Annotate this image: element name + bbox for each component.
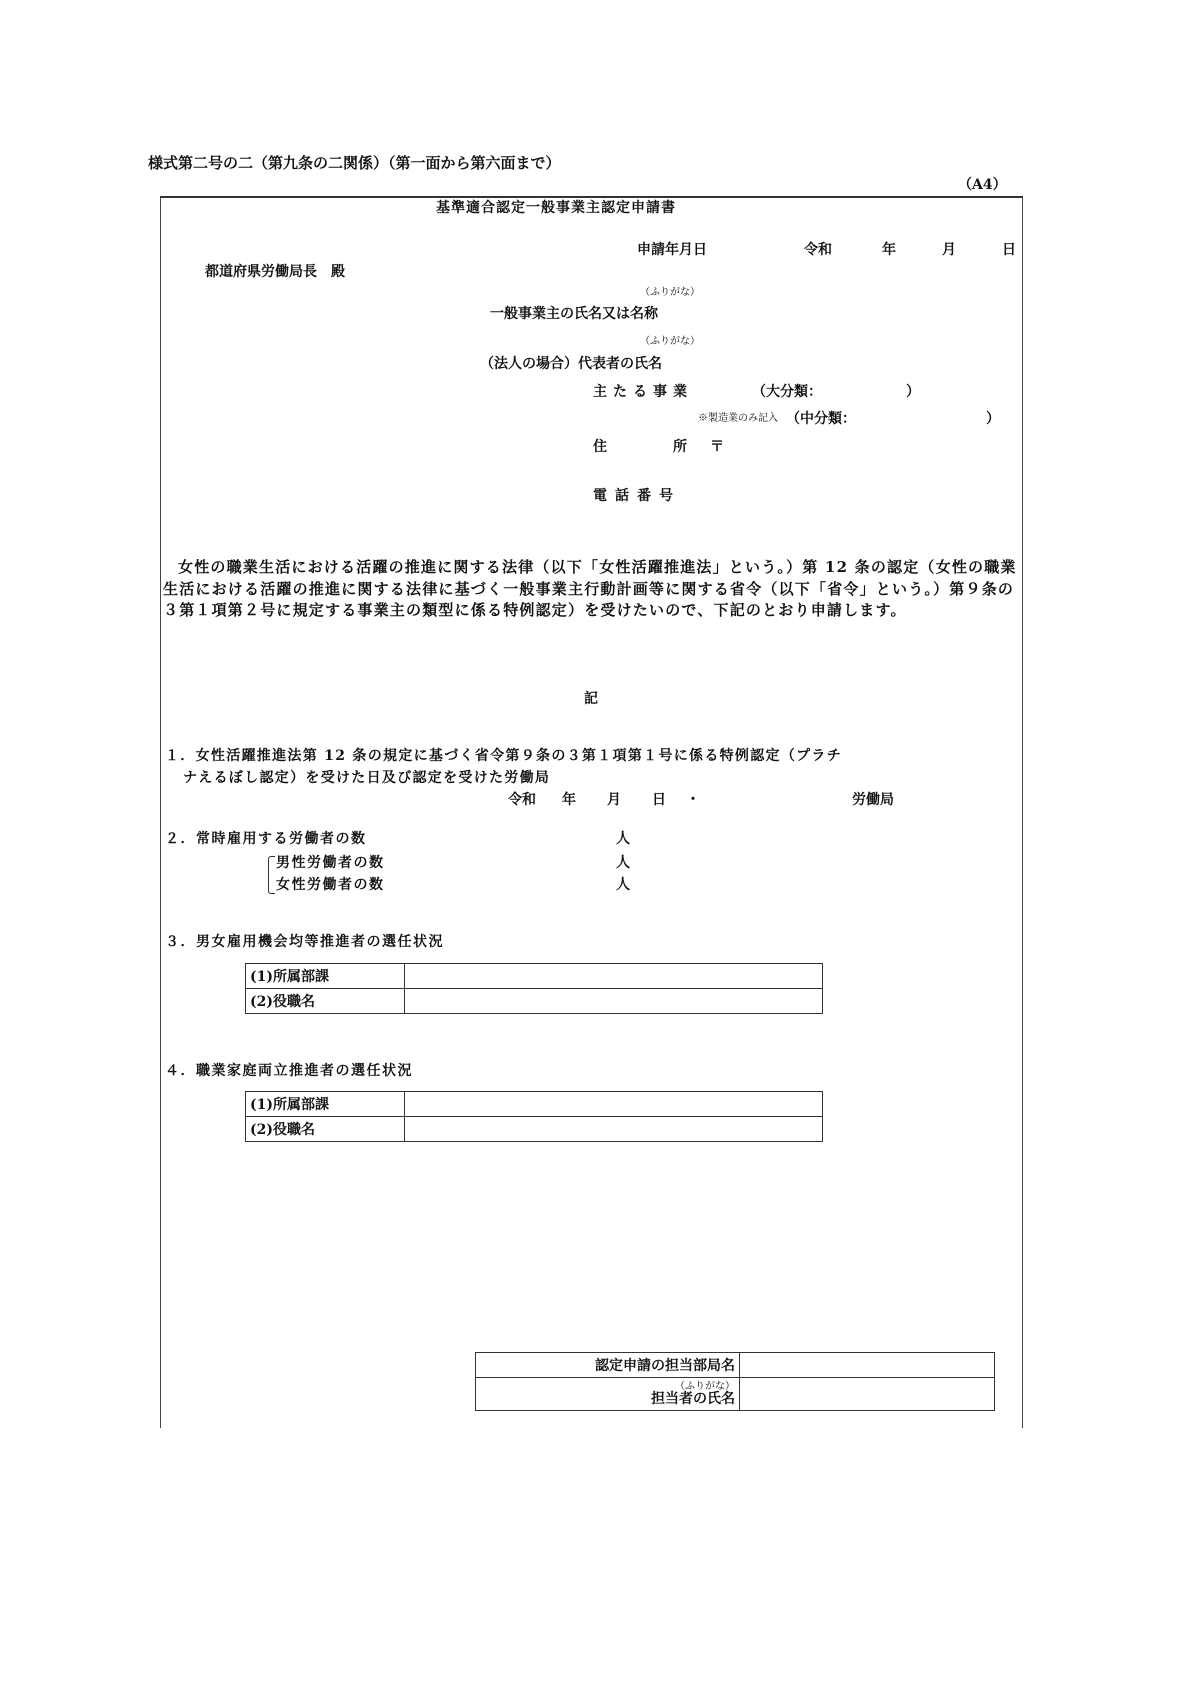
unit-person: 人 <box>616 831 630 847</box>
paper-size: （A4） <box>958 177 1007 193</box>
item3-position-field[interactable] <box>405 989 823 1014</box>
address-label-b: 所 <box>673 439 687 455</box>
item3-table <box>245 963 823 1014</box>
application-statement: 女性の職業生活における活躍の推進に関する法律（以下「女性活躍推進法」という。）第 12 条の認定（女性の職業生活における活躍の推進に関する法律に基づく一般事業主行動計画等に関する省令（以下「省令」という。）第９条の３第１項第２号に規定する事業主の類型に係る特例認定）を受けたいので、下記のとおり申請します。 <box>163 558 1017 619</box>
contact-person-label-cell <box>476 1378 740 1411</box>
date-era: 令和 <box>804 242 832 258</box>
form-title: 基準適合認定一般事業主認定申請書 <box>436 200 676 216</box>
item4-dept-field[interactable] <box>405 1092 823 1117</box>
bracket <box>268 856 275 894</box>
item4-table <box>245 1091 823 1142</box>
item4-row-label: (2)役職名 <box>246 1117 405 1142</box>
item1-bureau: 労働局 <box>852 792 894 808</box>
item3-row-label: (1)所属部課 <box>246 964 405 989</box>
middle-class-label: （中分類： <box>786 411 856 427</box>
bracket-close: ） <box>986 411 1000 427</box>
item4-label: ４．職業家庭両立推進者の選任状況 <box>165 1063 413 1079</box>
manufacturing-note: ※製造業のみ記入 <box>698 413 778 424</box>
business-label: 主たる事業 <box>593 384 693 400</box>
furigana-label: （ふりがな） <box>675 1380 735 1392</box>
item1-month: 月 <box>607 792 621 808</box>
item1-dot: ・ <box>686 792 700 808</box>
item4-position-field[interactable] <box>405 1117 823 1142</box>
item2-male: 男性労働者の数 <box>276 855 385 871</box>
form-frame <box>160 196 1023 1428</box>
date-year: 年 <box>882 242 896 258</box>
item1-line1: １．女性活躍推進法第 12 条の規定に基づく省令第９条の３第１項第１号に係る特例認定（プラチ <box>165 748 843 764</box>
item4-row-label: (1)所属部課 <box>246 1092 405 1117</box>
contact-person-field[interactable] <box>740 1378 995 1411</box>
item1-year: 年 <box>562 792 576 808</box>
item2-female: 女性労働者の数 <box>276 877 385 893</box>
furigana-label: （ふりがな） <box>640 287 700 298</box>
date-label: 申請年月日 <box>637 242 707 258</box>
item1-day: 日 <box>652 792 666 808</box>
form-id: 様式第二号の二（第九条の二関係）（第一面から第六面まで） <box>148 154 561 172</box>
postal-mark: 〒 <box>710 439 724 455</box>
address-label-a: 住 <box>593 439 607 455</box>
employer-name-label: 一般事業主の氏名又は名称 <box>490 306 658 322</box>
unit-person: 人 <box>616 877 630 893</box>
addressee: 都道府県労働局長 殿 <box>205 264 345 280</box>
item3-row-label: (2)役職名 <box>246 989 405 1014</box>
contact-dept-label: 認定申請の担当部局名 <box>476 1353 740 1378</box>
bracket-close: ） <box>906 384 920 400</box>
furigana-label: （ふりがな） <box>640 336 700 347</box>
item3-dept-field[interactable] <box>405 964 823 989</box>
unit-person: 人 <box>616 855 630 871</box>
item1-era: 令和 <box>508 792 536 808</box>
contact-dept-field[interactable] <box>740 1353 995 1378</box>
ki-heading: 記 <box>584 691 598 707</box>
date-month: 月 <box>942 242 956 258</box>
item3-label: ３．男女雇用機会均等推進者の選任状況 <box>165 934 444 950</box>
date-day: 日 <box>1002 242 1016 258</box>
major-class-label: （大分類： <box>752 384 822 400</box>
representative-label: （法人の場合）代表者の氏名 <box>480 356 662 372</box>
contact-table <box>475 1352 995 1411</box>
item2-label: ２．常時雇用する労働者の数 <box>165 831 367 847</box>
contact-person-label: 担当者の氏名 <box>651 1390 735 1407</box>
item1-line2: ナえるぼし認定）を受けた日及び認定を受けた労働局 <box>183 770 551 786</box>
phone-label: 電話番号 <box>593 488 681 504</box>
